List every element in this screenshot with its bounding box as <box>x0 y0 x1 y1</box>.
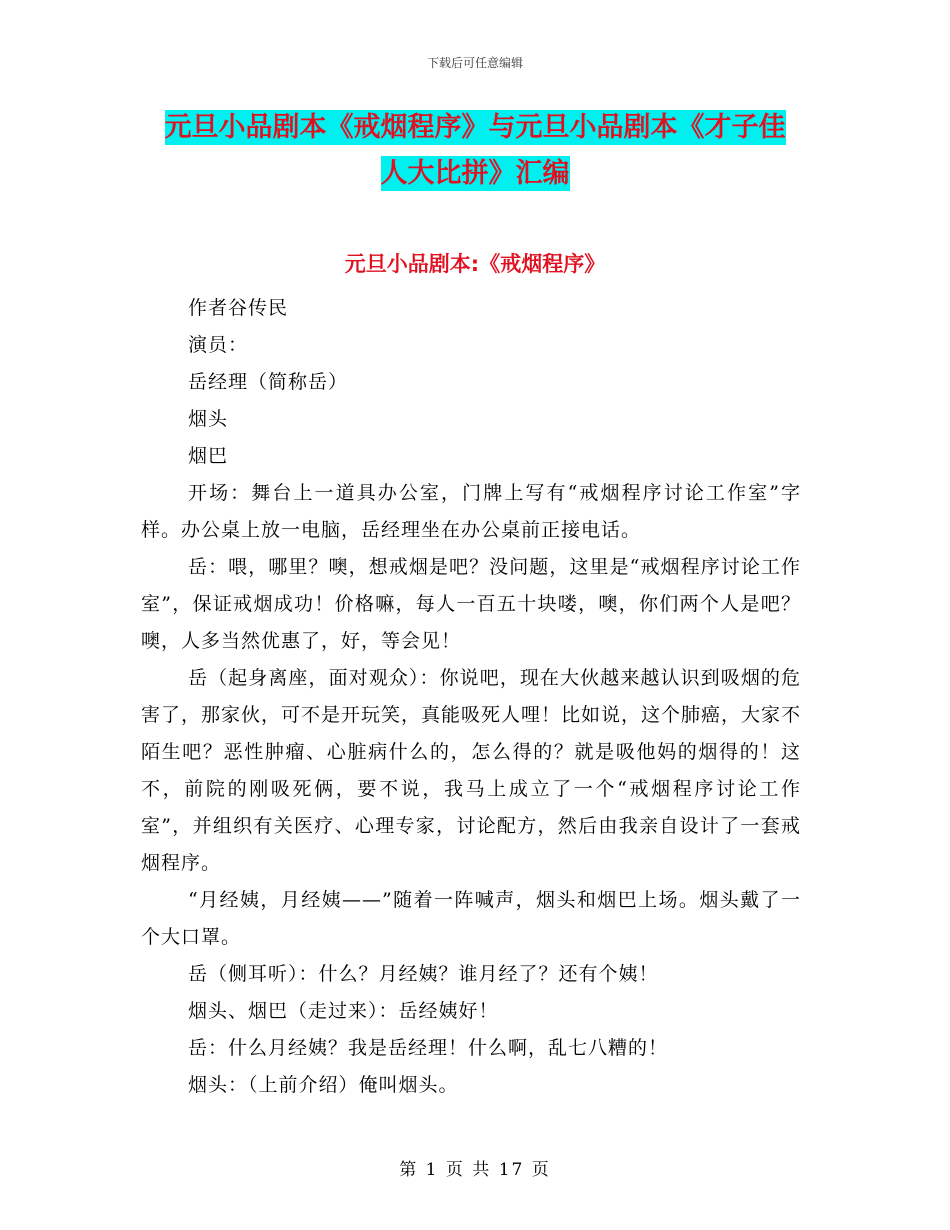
document-title-line-2 <box>0 154 950 194</box>
paragraph-dialogue: 岳：喂，哪里？噢，想戒烟是吧？没问题，这里是“戒烟程序讨论工作室”，保证戒烟成功！价格嘛，每人一百五十块喽，噢，你们两个人是吧？噢，人多当然优惠了，好，等会见！ <box>141 556 801 652</box>
paragraph-cast-3: 烟巴 <box>188 445 229 467</box>
paragraph-dialogue: “月经姨，月经姨——”随着一阵喊声，烟头和烟巴上场。烟头戴了一个大口罩。 <box>141 889 801 948</box>
paragraph-cast-1: 岳经理（简称岳） <box>188 371 349 393</box>
title-line-2-text: 人大比拼》汇编 <box>380 158 570 189</box>
paragraph-dialogue: 烟头：（上前介绍）俺叫烟头。 <box>188 1074 459 1096</box>
paragraph-cast-heading: 演员： <box>188 334 249 356</box>
paragraph-dialogue: 岳（起身离座，面对观众）：你说吧，现在大伙越来越认识到吸烟的危害了，那家伙，可不是开玩笑，真能吸死人哩！比如说，这个肺癌，大家不陌生吧？恶性肿瘤、心脏病什么的，怎么得的？就是吸他妈的烟得的！这不，前院的刚吸死俩，要不说，我马上成立了一个“戒烟程序讨论工作室”，并组织有关医疗、心理专家，讨论配方，然后由我亲自设计了一套戒烟程序。 <box>141 667 802 874</box>
paragraph-opening: 开场：舞台上一道具办公室，门牌上写有“戒烟程序讨论工作室”字样。办公桌上放一电脑，岳经理坐在办公桌前正接电话。 <box>141 482 801 541</box>
paragraph-dialogue: 烟头、烟巴（走过来）：岳经姨好！ <box>188 1000 499 1022</box>
page-footer: 第 1 页 共 17 页 <box>399 1160 551 1180</box>
body-text <box>141 290 801 1104</box>
paragraph-dialogue: 岳：什么月经姨？我是岳经理！什么啊，乱七八糟的！ <box>188 1037 669 1059</box>
paragraph-cast-2: 烟头 <box>188 408 229 430</box>
paragraph-author: 作者谷传民 <box>188 297 289 319</box>
paragraph-dialogue: 岳（侧耳听）：什么？月经姨？谁月经了？还有个姨！ <box>188 963 659 985</box>
section-title: 元旦小品剧本:《戒烟程序》 <box>344 252 606 276</box>
document-title-line-1 <box>0 108 950 148</box>
header-note: 下载后可任意编辑 <box>426 56 523 70</box>
title-line-1-text: 元旦小品剧本《戒烟程序》与元旦小品剧本《才子佳 <box>164 112 786 143</box>
